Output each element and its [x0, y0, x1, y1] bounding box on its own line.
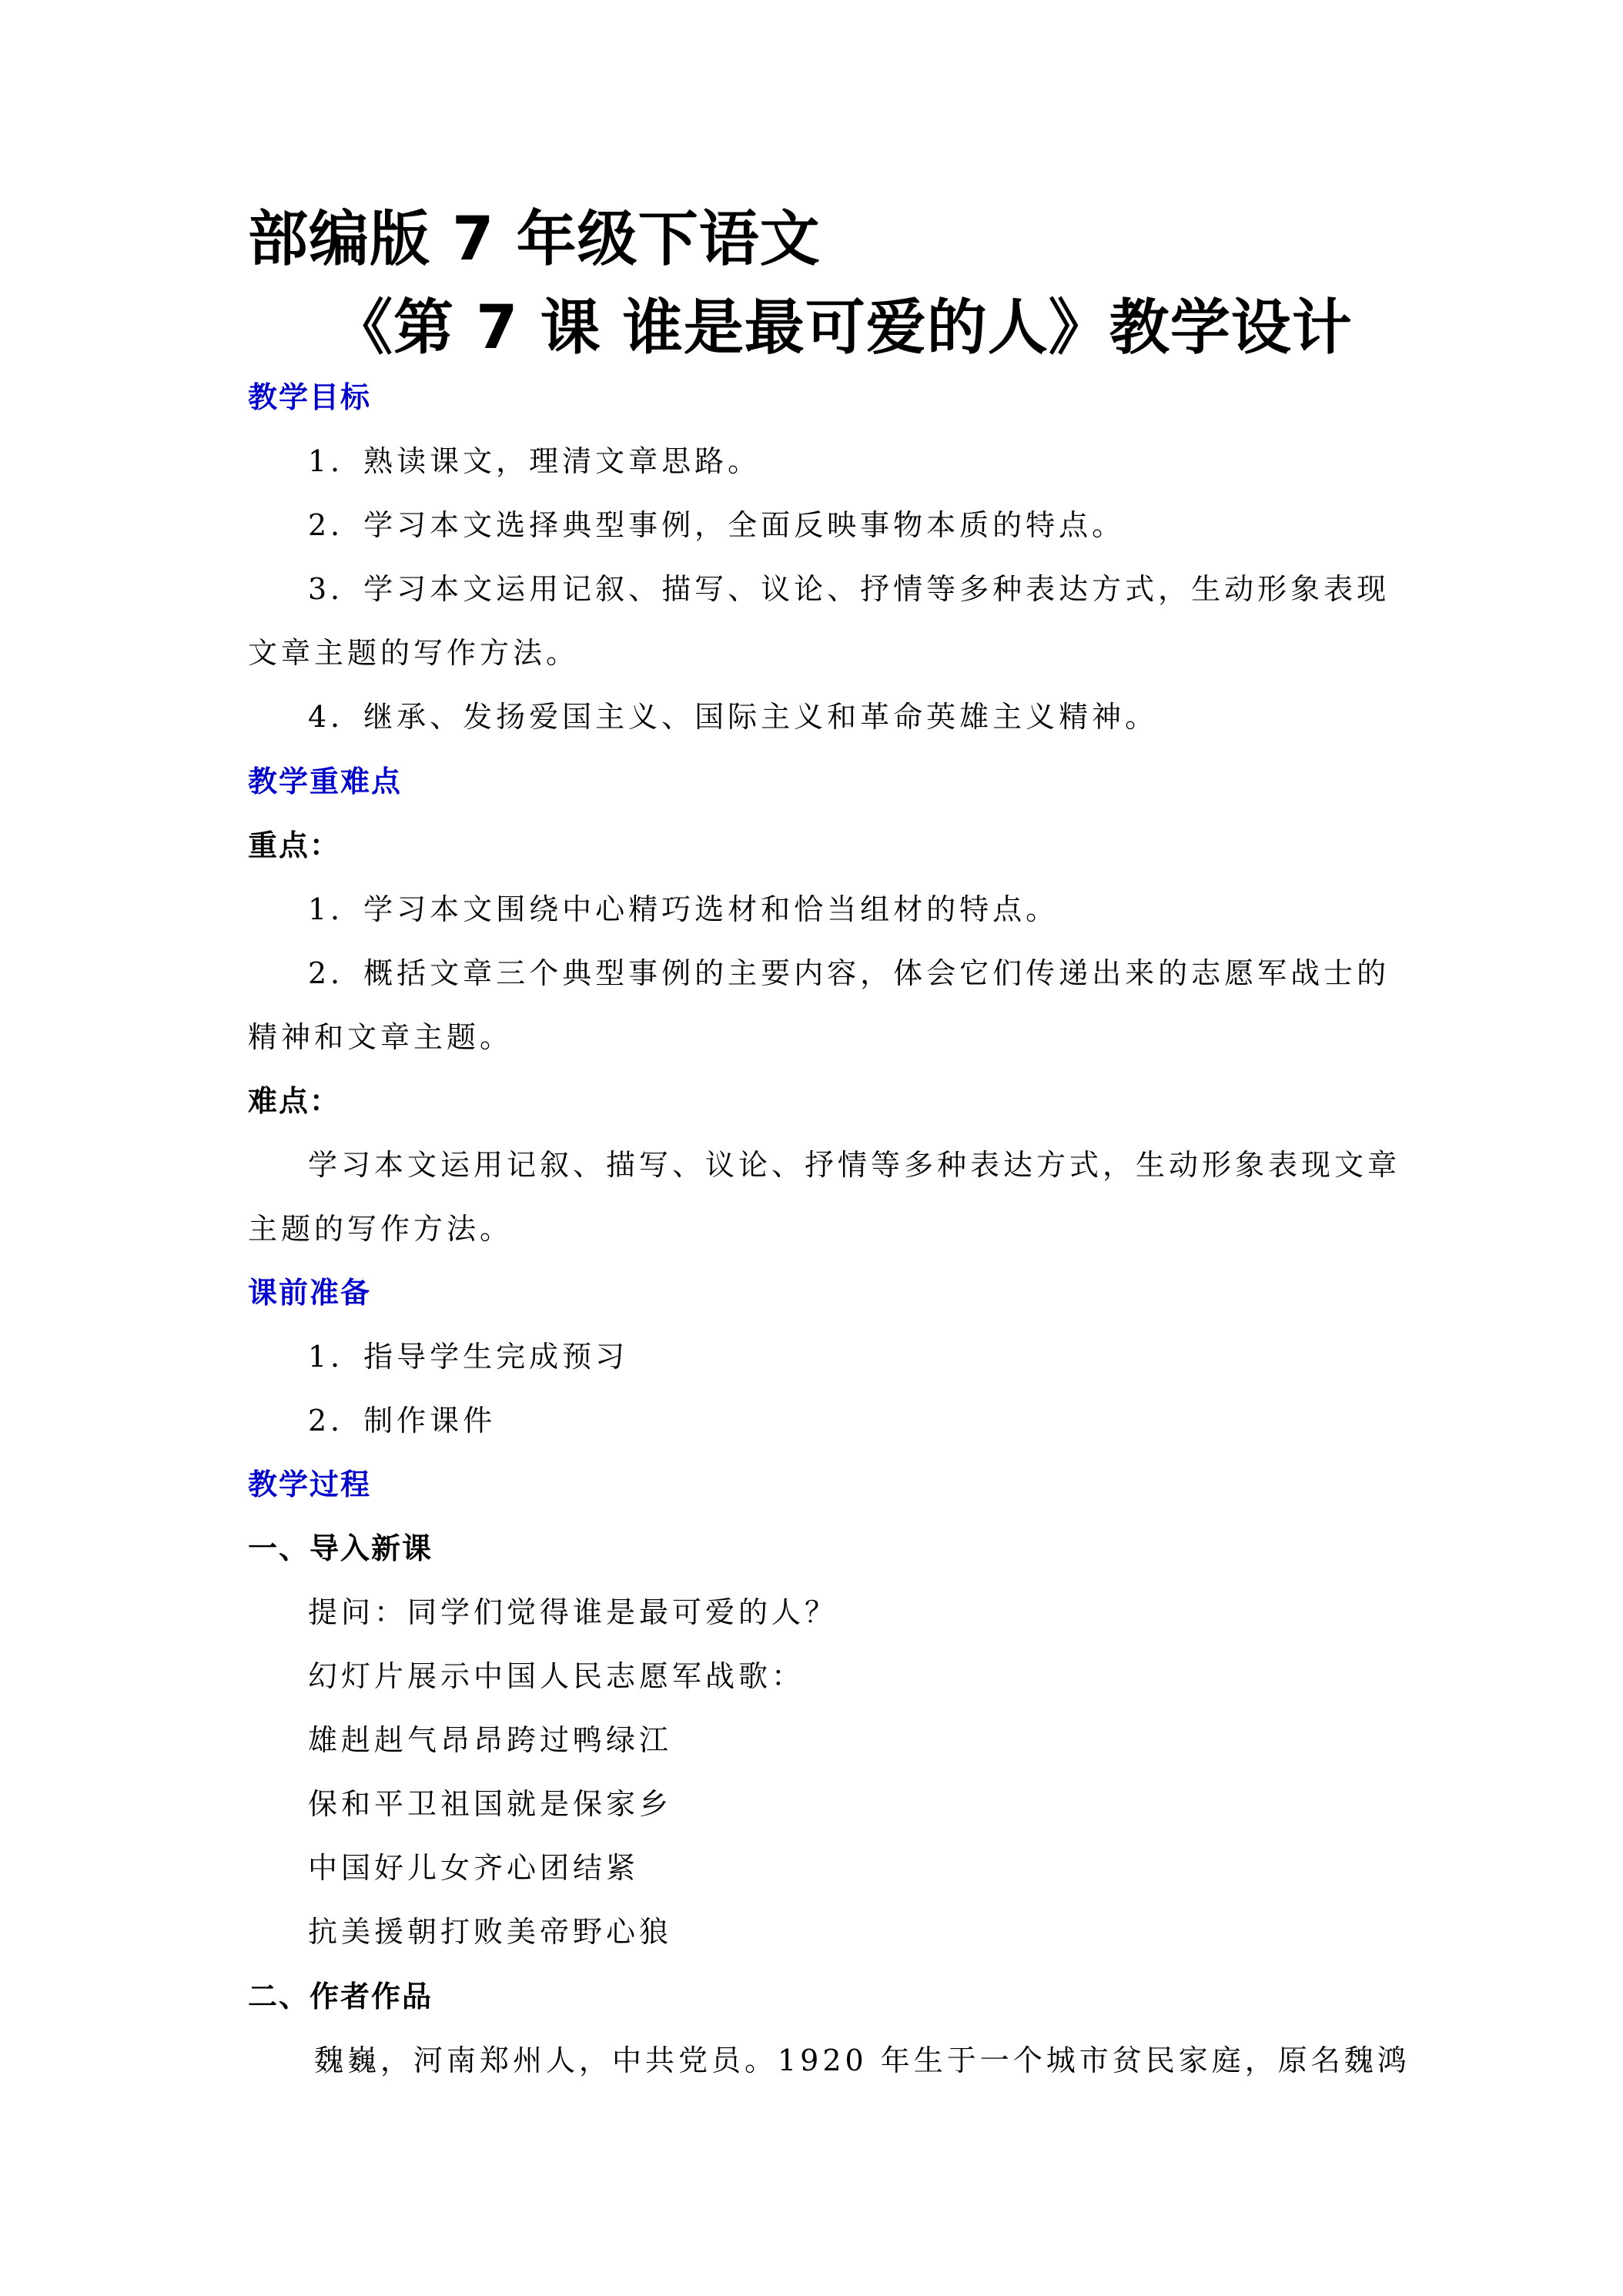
goal-item: 3．学习本文运用记叙、描写、议论、抒情等多种表达方式，生动形象表现 [308, 572, 1390, 606]
process-line: 幻灯片展示中国人民志愿军战歌： [308, 1659, 805, 1693]
goal-item: 2．学习本文选择典型事例，全面反映事物本质的特点。 [308, 508, 1126, 542]
preparation-item: 1．指导学生完成预习 [308, 1340, 629, 1374]
key-item: 2．概括文章三个典型事例的主要内容，体会它们传递出来的志愿军战士的 [308, 956, 1390, 990]
process-line: 提问：同学们觉得谁是最可爱的人？ [308, 1595, 838, 1629]
difficult-label: 难点： [248, 1083, 341, 1118]
document-title-line1: 部编版 7 年级下语文 [248, 205, 821, 274]
difficult-item-continuation: 主题的写作方法。 [248, 1212, 514, 1246]
song-lyric-line: 抗美援朝打败美帝野心狼 [308, 1915, 673, 1949]
goal-item-continuation: 文章主题的写作方法。 [248, 636, 580, 670]
process-part1-title: 一、导入新课 [248, 1531, 433, 1565]
document-title-line2: 《第 7 课 谁是最可爱的人》教学设计 [333, 293, 1353, 363]
section-heading-key-points: 教学重难点 [248, 764, 403, 798]
process-part2-title: 二、作者作品 [248, 1979, 433, 2013]
difficult-item: 学习本文运用记叙、描写、议论、抒情等多种表达方式，生动形象表现文章 [308, 1148, 1401, 1182]
author-intro-line: 魏巍，河南郑州人，中共党员。1920 年生于一个城市贫民家庭，原名魏鸿 [314, 2043, 1411, 2077]
section-heading-process: 教学过程 [248, 1467, 372, 1501]
key-item: 1．学习本文围绕中心精巧选材和恰当组材的特点。 [308, 892, 1059, 926]
document-page [248, 0, 1411, 2296]
song-lyric-line: 雄赳赳气昂昂跨过鸭绿江 [308, 1723, 673, 1757]
song-lyric-line: 保和平卫祖国就是保家乡 [308, 1787, 673, 1821]
section-heading-goals: 教学目标 [248, 380, 372, 414]
preparation-item: 2．制作课件 [308, 1404, 497, 1438]
key-item-continuation: 精神和文章主题。 [248, 1020, 514, 1054]
goal-item: 4．继承、发扬爱国主义、国际主义和革命英雄主义精神。 [308, 700, 1159, 734]
section-heading-preparation: 课前准备 [248, 1275, 372, 1310]
goal-item: 1．熟读课文，理清文章思路。 [308, 444, 761, 478]
song-lyric-line: 中国好儿女齐心团结紧 [308, 1851, 640, 1885]
key-label: 重点： [248, 828, 341, 862]
